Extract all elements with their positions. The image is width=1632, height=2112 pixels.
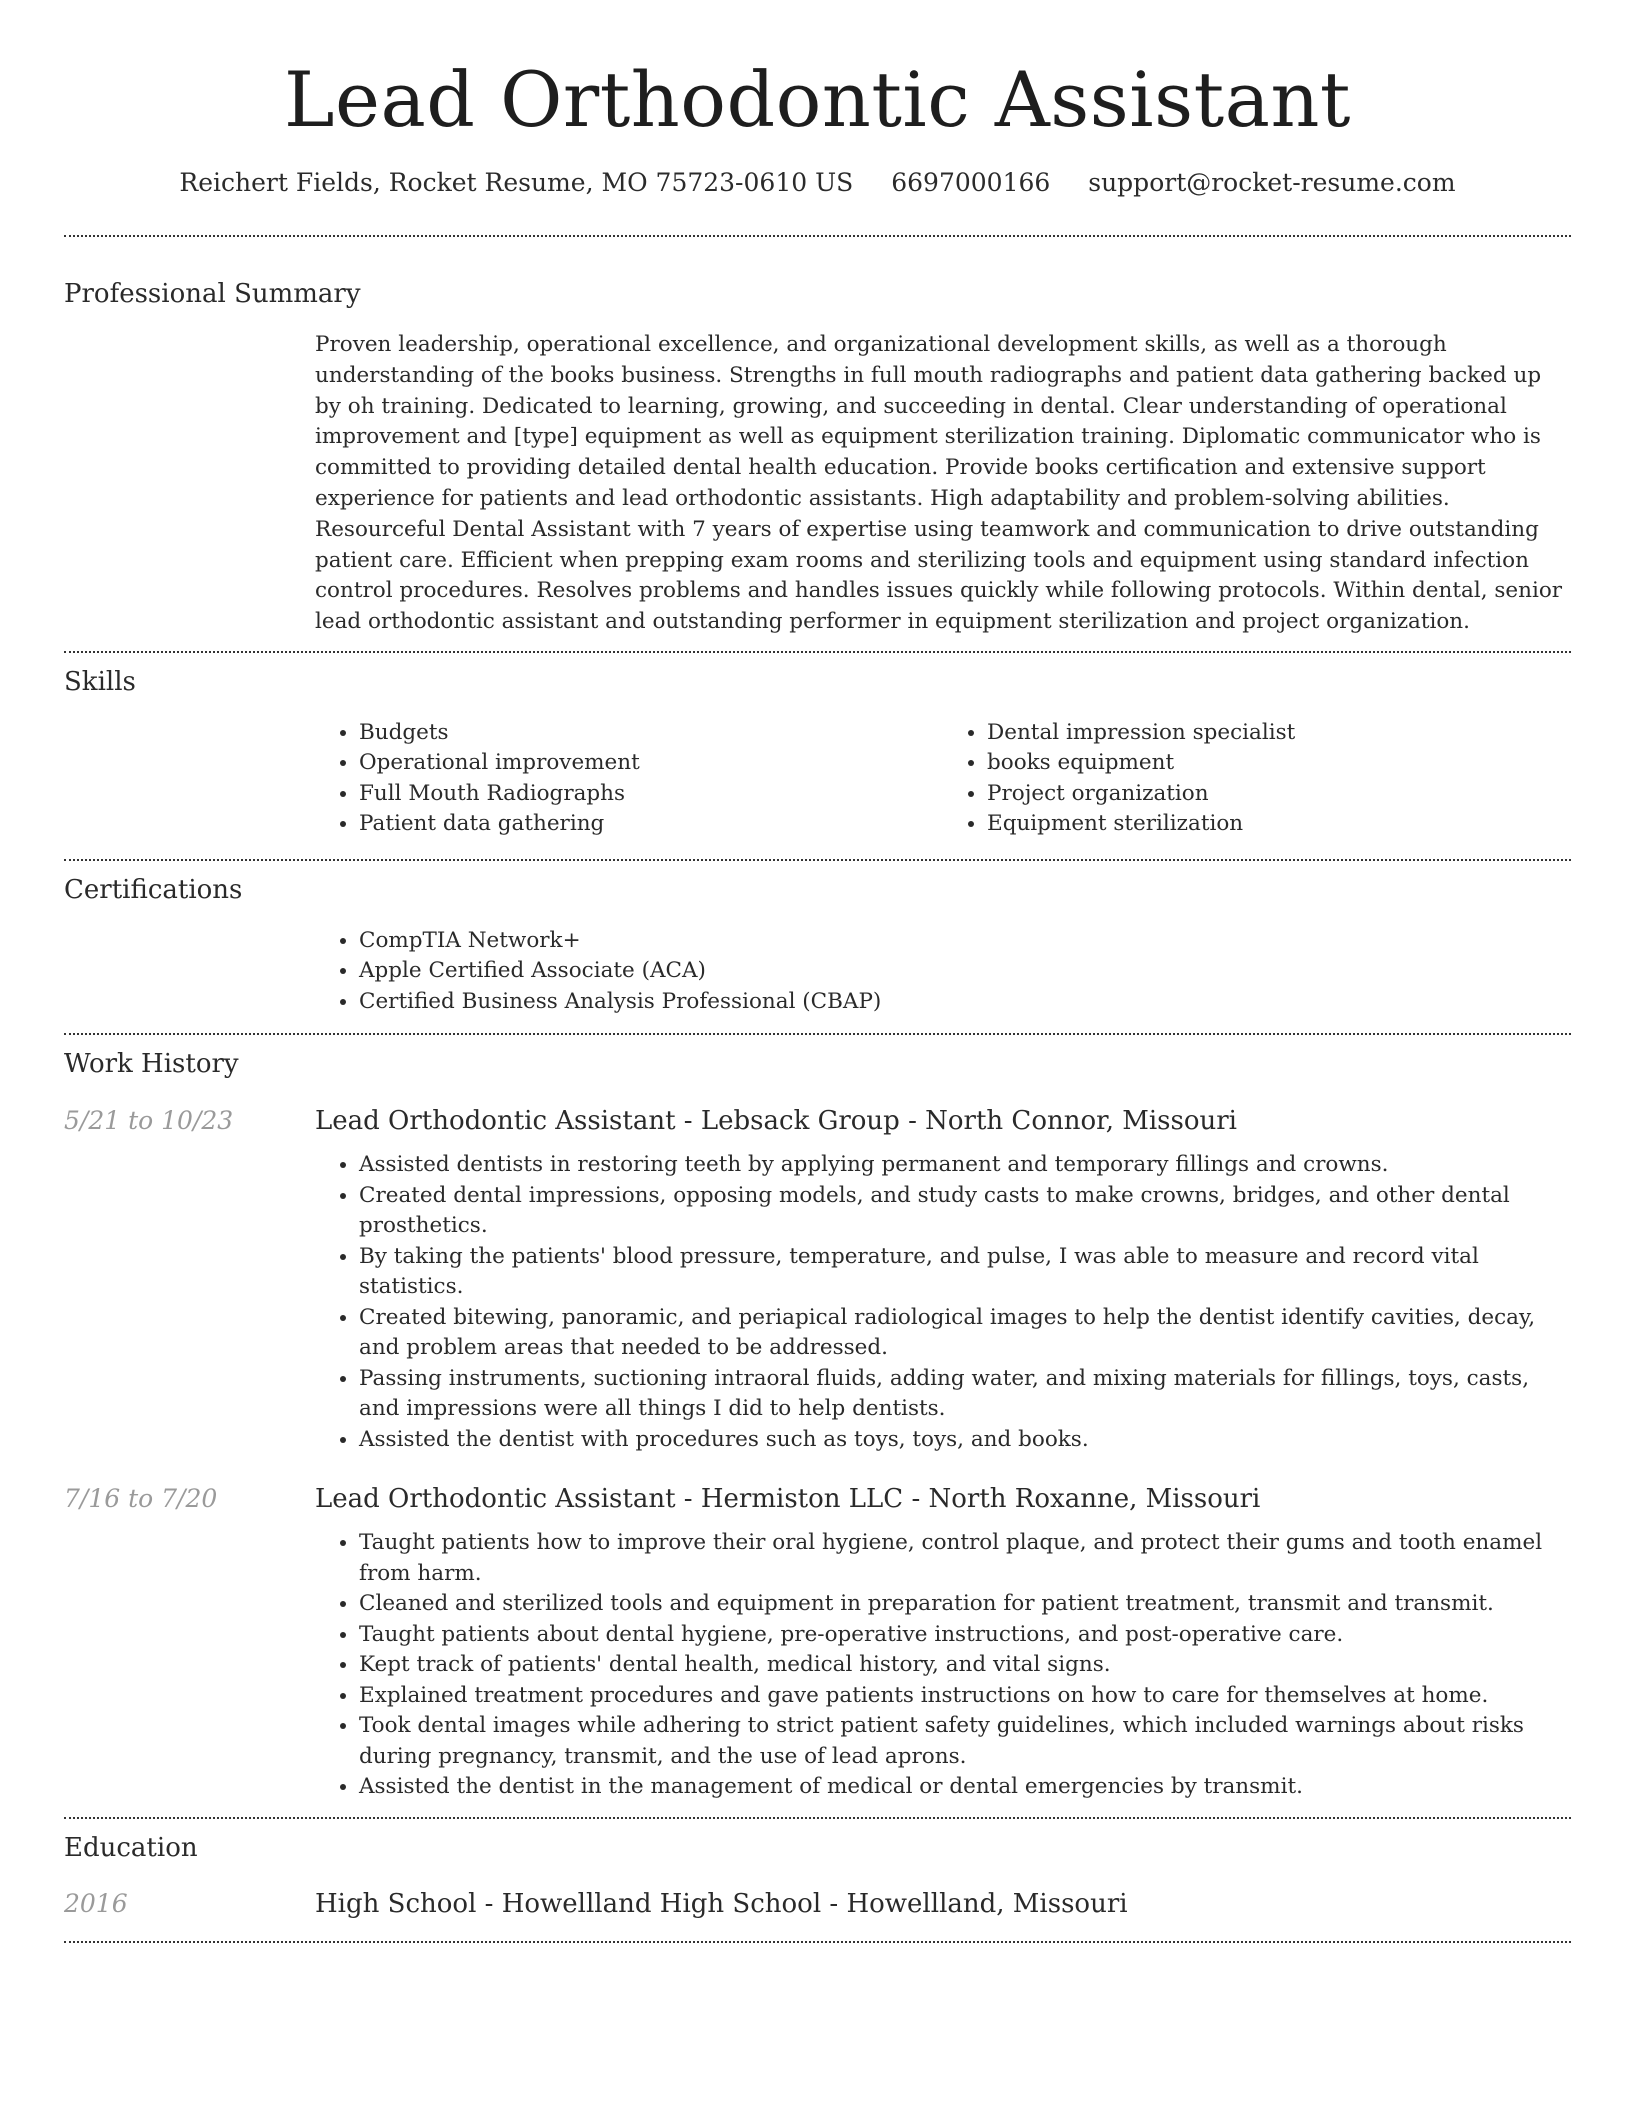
job-bullets (315, 1528, 1571, 1803)
skill-item: • Project organization (987, 779, 1571, 810)
skill-item: • Operational improvement (359, 748, 943, 779)
skill-item: • Full Mouth Radiographs (359, 779, 943, 810)
skill-item: • Equipment sterilization (987, 809, 1571, 840)
summary-text: Proven leadership, operational excellence, and organizational development skills, as well as a thorough understanding of the books business. Strengths in full mouth radiographs and patient data gathering backed up by oh training. Dedicated to learning, growing, and succeeding in dental. Clear understanding of operational improvement and [type] equipment as well as equipment sterilization training. Diplomatic communicator who is committed to providing detailed dental health education. Provide books certification and extensive support experience for patients and lead orthodontic assistants. High adaptability and problem-solving abilities. Resourceful Dental Assistant with 7 years of expertise using teamwork and communication to drive outstanding patient care. Efficient when prepping exam rooms and sterilizing tools and equipment using standard infection control procedures. Resolves problems and handles issues quickly while following protocols. Within dental, senior lead orthodontic assistant and outstanding performer in equipment sterilization and project organization. (315, 332, 1563, 635)
skill-item: • books equipment (987, 748, 1571, 779)
certification-item: • Apple Certified Associate (ACA) (359, 956, 1571, 987)
job-title: Lead Orthodontic Assistant - Lebsack Group - North Connor, Missouri (315, 1106, 1237, 1137)
certification-item: • CompTIA Network+ (359, 926, 1571, 957)
job-bullet: • Assisted the dentist in the management of medical or dental emergencies by transmit. (359, 1772, 1571, 1803)
job-date: 5/21 to 10/23 (64, 1106, 234, 1136)
education-title: High School - Howellland High School - Howellland, Missouri (315, 1888, 1128, 1919)
divider (64, 1033, 1571, 1035)
divider (64, 651, 1571, 653)
divider (64, 859, 1571, 861)
job-date: 7/16 to 7/20 (64, 1484, 218, 1514)
work-heading: Work History (64, 1049, 239, 1080)
skills-heading: Skills (64, 666, 136, 697)
skill-item: • Budgets (359, 718, 943, 749)
resume-title: Lead Orthodontic Assistant (284, 55, 1351, 144)
job-bullet: • Taught patients about dental hygiene, pre-operative instructions, and post-operative care. (359, 1620, 1571, 1651)
job-bullet: • Created bitewing, panoramic, and periapical radiological images to help the dentist identify cavities, decay, and problem areas that needed to be addressed. (359, 1303, 1571, 1364)
skill-item: • Dental impression specialist (987, 718, 1571, 749)
job-title: Lead Orthodontic Assistant - Hermiston LLC - North Roxanne, Missouri (315, 1484, 1261, 1515)
job-entry (64, 1482, 1571, 1803)
skills-list (315, 718, 1571, 840)
contact-line (64, 166, 1571, 200)
job-entry (64, 1104, 1571, 1455)
job-bullet: • Taught patients how to improve their oral hygiene, control plaque, and protect their gums and tooth enamel from harm. (359, 1528, 1571, 1589)
education-entry (64, 1887, 1571, 1921)
education-heading: Education (64, 1832, 198, 1863)
certifications-heading: Certifications (64, 874, 243, 905)
skills-column-right (943, 718, 1571, 840)
education-date: 2016 (64, 1888, 128, 1918)
job-bullets (315, 1150, 1571, 1455)
divider (64, 1941, 1571, 1943)
skills-column-left (315, 718, 943, 840)
job-bullet: • Kept track of patients' dental health, medical history, and vital signs. (359, 1650, 1571, 1681)
certification-item: • Certified Business Analysis Professional (CBAP) (359, 987, 1571, 1018)
certifications-list (315, 926, 1571, 1018)
contact-address: Reichert Fields, Rocket Resume, MO 75723-0610 US (179, 168, 854, 197)
summary-heading: Professional Summary (64, 279, 361, 309)
job-bullet: • Passing instruments, suctioning intraoral fluids, adding water, and mixing materials for fillings, toys, casts, and impressions were all things I did to help dentists. (359, 1364, 1571, 1425)
contact-email: support@rocket-resume.com (1088, 168, 1456, 197)
divider (64, 235, 1571, 237)
job-bullet: • Assisted dentists in restoring teeth by applying permanent and temporary fillings and crowns. (359, 1150, 1571, 1181)
job-bullet: • Took dental images while adhering to strict patient safety guidelines, which included warnings about risks during pregnancy, transmit, and the use of lead aprons. (359, 1711, 1571, 1772)
divider (64, 1817, 1571, 1819)
resume-page (64, 0, 1571, 1943)
contact-phone: 6697000166 (891, 168, 1051, 197)
skill-item: • Patient data gathering (359, 809, 943, 840)
job-bullet: • Assisted the dentist with procedures such as toys, toys, and books. (359, 1425, 1571, 1456)
job-bullet: • Cleaned and sterilized tools and equipment in preparation for patient treatment, transmit and transmit. (359, 1589, 1571, 1620)
job-bullet: • Created dental impressions, opposing models, and study casts to make crowns, bridges, and other dental prosthetics. (359, 1181, 1571, 1242)
job-bullet: • By taking the patients' blood pressure, temperature, and pulse, I was able to measure and record vital statistics. (359, 1242, 1571, 1303)
job-bullet: • Explained treatment procedures and gave patients instructions on how to care for themselves at home. (359, 1681, 1571, 1712)
